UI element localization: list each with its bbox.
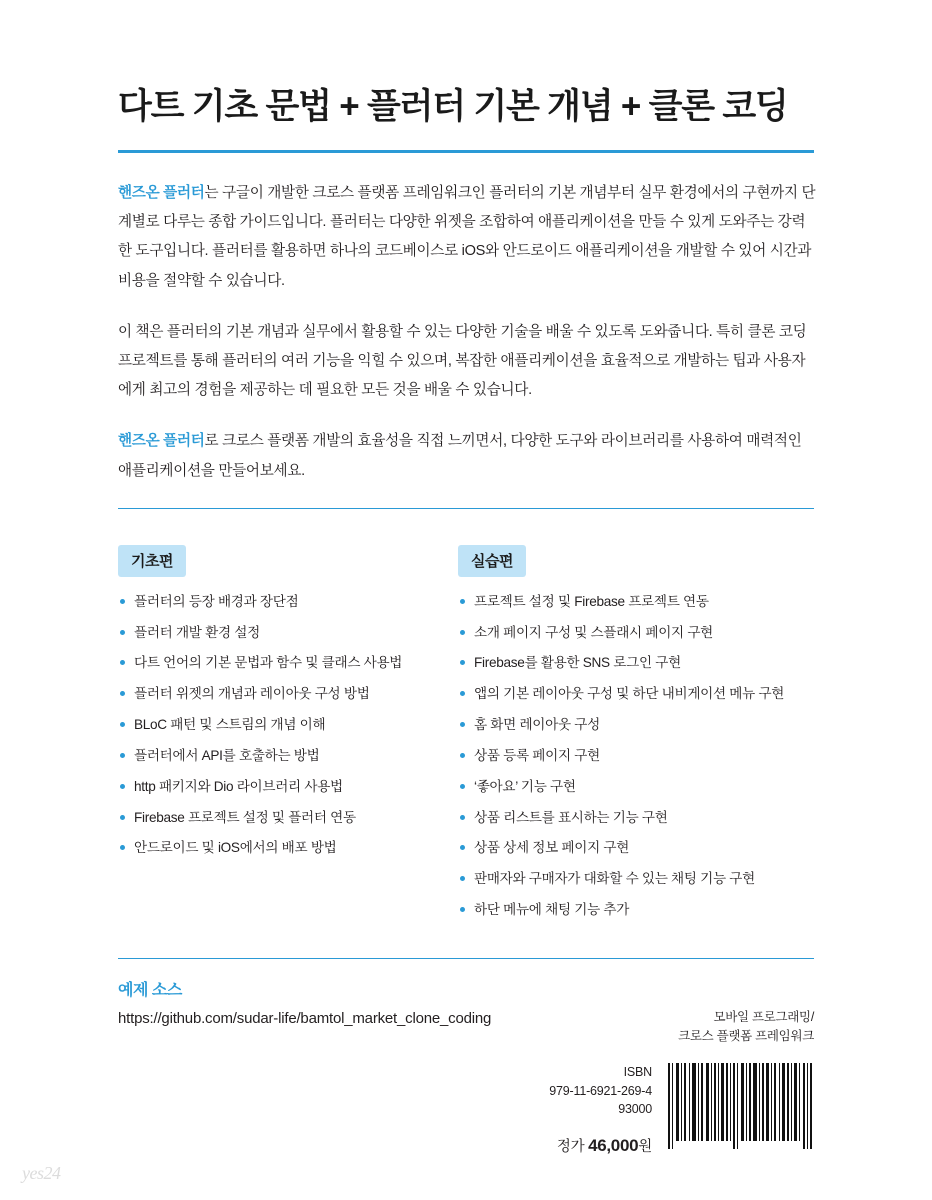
list-item: 안드로이드 및 iOS에서의 배포 방법 xyxy=(118,839,458,857)
price-label: 정가 xyxy=(556,1139,585,1155)
basics-chip: 기초편 xyxy=(118,545,186,577)
intro-paragraph-3-text: 로 크로스 플랫폼 개발의 효율성을 직접 느끼면서, 다양한 도구와 라이브러리를 사용하여 매력적인 애플리케이션을 만들어보세요. xyxy=(118,433,802,479)
isbn-text-block xyxy=(549,1061,666,1156)
intro-paragraph-1-text: 는 구글이 개발한 크로스 플랫폼 프레임워크인 플러터의 기본 개념부터 실무 환경에서의 구현까지 단계별로 다루는 종합 가이드입니다. 플러터는 다양한 위젯을 조합하여 애플리케이션을 만들 수 있게 도와주는 강력한 도구입니다. 플러터를 활용하면 하나의 코드베이스로 iOS와 안드로이드 애플리케이션을 개발할 수 있어 시간과 비용을 절약할 수 있습니다. xyxy=(118,185,816,289)
list-item: 플러터에서 API를 호출하는 방법 xyxy=(118,747,458,765)
isbn-label: ISBN xyxy=(623,1064,652,1079)
list-item: 다트 언어의 기본 문법과 함수 및 클래스 사용법 xyxy=(118,654,458,672)
practice-list xyxy=(458,593,818,920)
brand-name-2: 핸즈온 플러터 xyxy=(118,433,205,450)
category-line-1: 모바일 프로그래밍/ xyxy=(713,1010,814,1024)
source-url[interactable]: https://github.com/sudar-life/bamtol_market_clone_coding xyxy=(118,1009,492,1027)
category-line-2: 크로스 플랫폼 프레임워크 xyxy=(678,1029,814,1044)
list-item: BLoC 패턴 및 스트림의 개념 이해 xyxy=(118,716,458,734)
divider-bottom xyxy=(118,958,814,959)
list-item: 플러터의 등장 배경과 장단점 xyxy=(118,593,458,611)
list-item: 하단 메뉴에 채팅 기능 추가 xyxy=(458,901,818,919)
intro-paragraph-3 xyxy=(118,427,818,485)
list-item: 홈 화면 레이아웃 구성 xyxy=(458,716,818,734)
list-item: 앱의 기본 레이아웃 구성 및 하단 내비게이션 메뉴 구현 xyxy=(458,685,818,703)
watermark: yes24 xyxy=(22,1163,61,1183)
source-title: 예제 소스 xyxy=(118,981,182,999)
list-item: ‘좋아요’ 기능 구현 xyxy=(458,778,818,796)
list-item: 상품 리스트를 표시하는 기능 구현 xyxy=(458,809,818,827)
list-item: Firebase를 활용한 SNS 로그인 구현 xyxy=(458,654,818,672)
basics-list xyxy=(118,593,458,858)
price-value: 46,000 xyxy=(588,1136,639,1155)
divider-top xyxy=(118,150,814,153)
list-item: 판매자와 구매자가 대화할 수 있는 채팅 기능 구현 xyxy=(458,870,818,888)
list-item: Firebase 프로젝트 설정 및 플러터 연동 xyxy=(118,809,458,827)
list-item: 플러터 위젯의 개념과 레이아웃 구성 방법 xyxy=(118,685,458,703)
isbn-number: 979-11-6921-269-4 xyxy=(549,1083,652,1098)
practice-column xyxy=(458,545,818,932)
topics-columns xyxy=(118,545,818,932)
page-title: 다트 기초 문법 + 플러터 기본 개념 + 클론 코딩 xyxy=(118,87,788,126)
list-item: 소개 페이지 구성 및 스플래시 페이지 구현 xyxy=(458,624,818,642)
isbn-suffix: 93000 xyxy=(618,1102,652,1117)
intro-paragraph-2: 이 책은 플러터의 기본 개념과 실무에서 활용할 수 있는 다양한 기술을 배울 수 있도록 도와줍니다. 특히 클론 코딩 프로젝트를 통해 플러터의 여러 기능을 익힐 수 있으며, 복잡한 애플리케이션을 효율적으로 개발하는 팁과 사용자에게 최고의 경험을 제공하는 데 필요한 모든 것을 배울 수 있습니다. xyxy=(118,323,807,399)
list-item: 상품 등록 페이지 구현 xyxy=(458,747,818,765)
brand-name: 핸즈온 플러터 xyxy=(118,185,205,201)
isbn-barcode xyxy=(666,1061,814,1153)
intro-section xyxy=(118,179,818,486)
practice-chip: 실습편 xyxy=(458,545,526,577)
list-item: http 패키지와 Dio 라이브러리 사용법 xyxy=(118,778,458,796)
isbn-barcode-row xyxy=(414,1061,814,1156)
list-item: 플러터 개발 환경 설정 xyxy=(118,624,458,642)
divider-middle xyxy=(118,508,814,509)
list-item: 프로젝트 설정 및 Firebase 프로젝트 연동 xyxy=(458,593,818,611)
list-item: 상품 상세 정보 페이지 구현 xyxy=(458,839,818,857)
price-unit: 원 xyxy=(638,1139,652,1155)
price-line xyxy=(549,1135,652,1156)
intro-paragraph-1 xyxy=(118,179,818,296)
footer-block xyxy=(414,1008,814,1156)
basics-column xyxy=(118,545,458,932)
